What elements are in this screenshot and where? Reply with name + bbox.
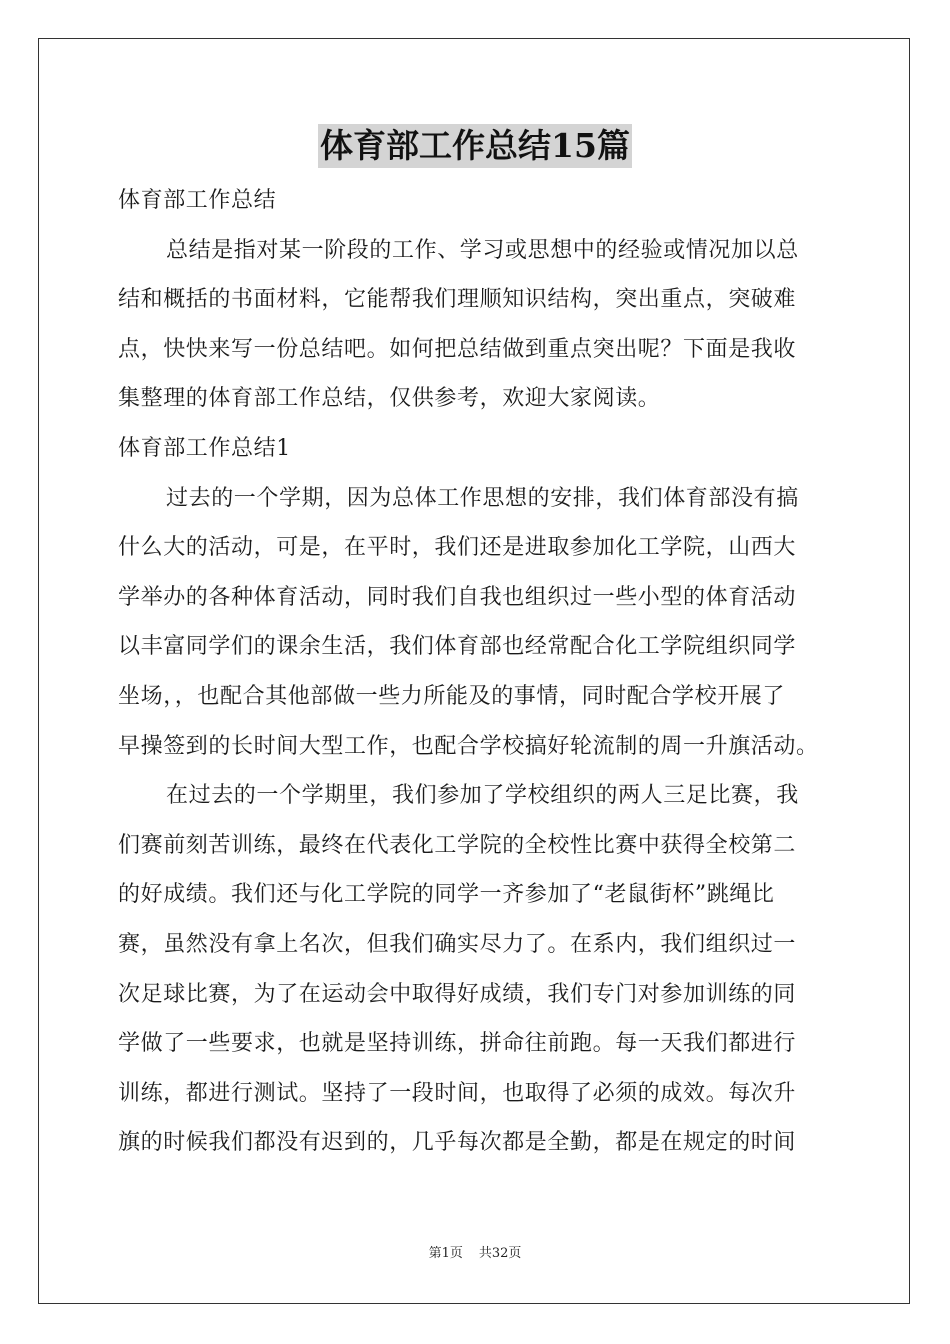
text-line: 结和概括的书面材料，它能帮我们理顺知识结构，突出重点，突破难 (118, 287, 797, 313)
text-line: 坐场，，也配合其他部做一些力所能及的事情，同时配合学校开展了 (118, 683, 786, 709)
text-line: 体育部工作总结 (118, 188, 277, 213)
document-title: 体育部工作总结15篇 (318, 124, 632, 168)
page-number: 第1页 (428, 1246, 463, 1261)
text-line: 什么大的活动，可是，在平时，我们还是进取参加化工学院，山西大 (118, 535, 797, 561)
text-line: 赛，虽然没有拿上名次，但我们确实尽力了。在系内，我们组织过一 (118, 931, 797, 957)
text-line: 在过去的一个学期里，我们参加了学校组织的两人三足比赛，我 (166, 783, 799, 809)
text-line: 总结是指对某一阶段的工作、学习或思想中的经验或情况加以总 (166, 237, 799, 263)
section-heading: 体育部工作总结1 (118, 435, 291, 461)
text-line: 集整理的体育部工作总结，仅供参考，欢迎大家阅读。 (118, 386, 661, 412)
page-footer (0, 1245, 950, 1263)
page-total: 共32页 (478, 1246, 522, 1261)
text-line: 以丰富同学们的课余生活，我们体育部也经常配合化工学院组织同学 (118, 634, 797, 660)
text-line: 点，快快来写一份总结吧。如何把总结做到重点突出呢？下面是我收 (118, 336, 797, 362)
text-line: 学做了一些要求，也就是坚持训练，拼命往前跑。每一天我们都进行 (118, 1031, 797, 1057)
text-line: 训练，都进行测试。坚持了一段时间，也取得了必须的成效。每次升 (118, 1080, 797, 1106)
title-container (0, 124, 950, 168)
text-line: 次足球比赛，为了在运动会中取得好成绩，我们专门对参加训练的同 (118, 981, 797, 1007)
document-body (118, 176, 838, 1168)
text-line: 过去的一个学期，因为总体工作思想的安排，我们体育部没有搞 (166, 485, 799, 511)
text-line: 旗的时候我们都没有迟到的，几乎每次都是全勤，都是在规定的时间 (118, 1130, 797, 1156)
text-line: 的好成绩。我们还与化工学院的同学一齐参加了“老鼠街杯”跳绳比 (118, 882, 775, 908)
text-line: 学举办的各种体育活动，同时我们自我也组织过一些小型的体育活动 (118, 584, 797, 610)
text-line: 早操签到的长时间大型工作，也配合学校搞好轮流制的周一升旗活动。 (118, 733, 819, 759)
text-line: 们赛前刻苦训练，最终在代表化工学院的全校性比赛中获得全校第二 (118, 832, 797, 858)
